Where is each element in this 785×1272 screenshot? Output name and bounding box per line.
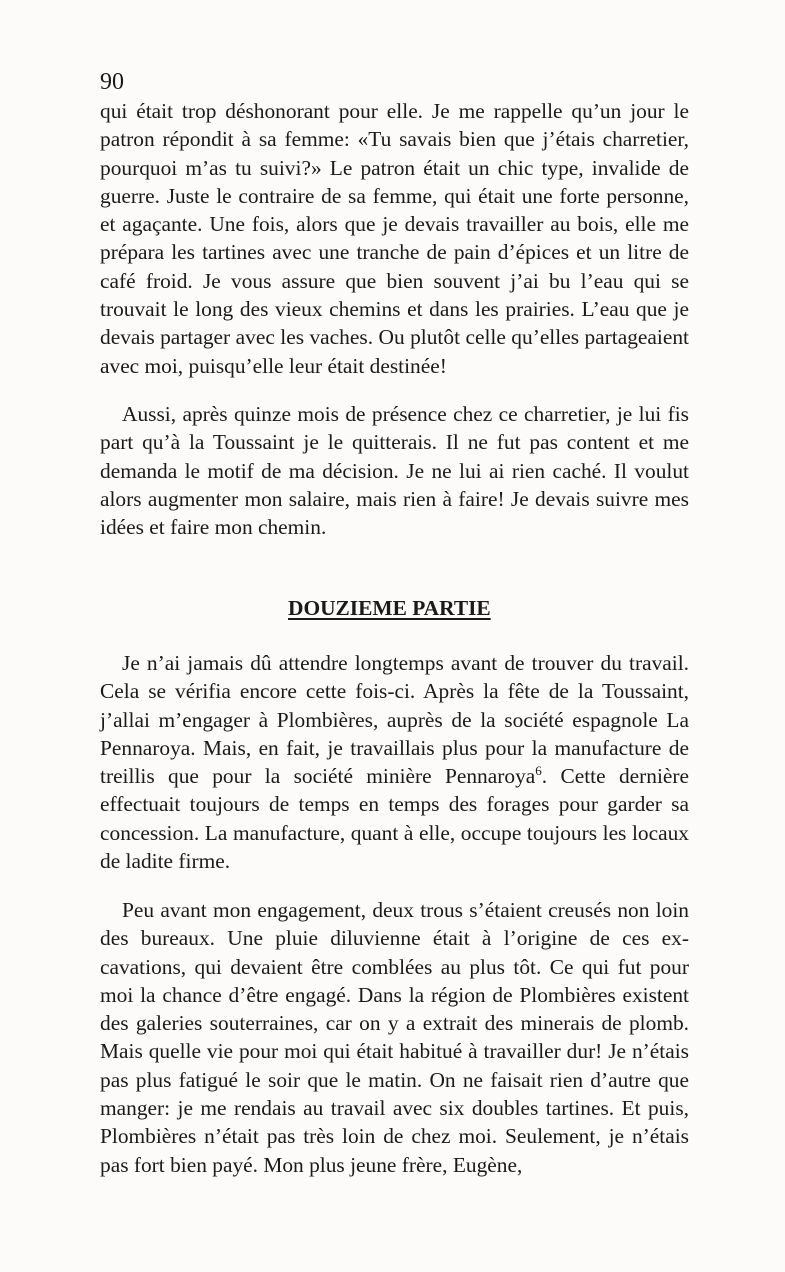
paragraph-text xyxy=(100,649,689,875)
paragraph-text: Peu avant mon engagement, deux trous s’étaient creusés non loin des bureaux. Une pluie diluvienne était à l’origine de ces excavations, qui devaient être comblées au plus tôt. Ce qui fut pour moi la chance d’être engagé. Dans la région de Plombières existent des galeries souterraines, car on y a extrait des minerais de plomb. Mais quelle vie pour moi qui était habitué à travailler dur! Je n’étais pas plus fatigué le soir que le matin. On ne faisait rien d’autre que manger: je me rendais au travail avec six doubles tartines. Et puis, Plombières n’était pas très loin de chez moi. Seulement, je n’étais pas fort bien payé. Mon plus jeune frère, Eugène, xyxy=(100,898,689,1177)
section-heading: DOUZIEME PARTIE xyxy=(288,596,491,620)
footnote-mark: 6 xyxy=(535,763,542,779)
paragraph-engagement xyxy=(100,896,689,1179)
paragraph-plombieres xyxy=(100,649,689,875)
paragraph-text: Aussi, après quinze mois de présence chez ce charretier, je lui fis part qu’à la Toussaint je le quitterais. Il ne fut pas content et me demanda le motif de ma décision. Je ne lui ai rien caché. Il voulut alors augmenter mon salaire, mais rien à faire! Je devais suivre mes idées et faire mon chemin. xyxy=(100,402,689,540)
paragraph-text: qui était trop déshonorant pour elle. Je me rappelle qu’un jour le patron répondit à sa femme: «Tu savais bien que j’étais charretier, pourquoi m’as tu suivi?» Le patron était un chic type, invalide de guerre. Juste le contraire de sa femme, qui était une forte personne, et agaçante. Une fois, alors que je devais travailler au bois, elle me prépara les tartines avec une tranche de pain d’épices et un litre de café froid. Je vous assure que bien souvent j’ai bu l’eau qui se trouvait le long des vieux chemins et dans les prairies. L’eau que je devais partager avec les vaches. Ou plutôt celle qu’elles partageaient avec moi, puisqu’elle leur était destinée! xyxy=(100,99,689,378)
paragraph-toussaint xyxy=(100,400,689,541)
page-number: 90 xyxy=(100,69,124,95)
paragraph-text-after-footnote: . Cette dernière effectuait toujours de temps en temps des forages pour garder sa concession. La manufacture, quant à elle, occupe toujours les locaux de ladite firme. xyxy=(100,764,690,874)
paragraph-text-before-footnote: Je n’ai jamais dû attendre longtemps avant de trouver du travail. Cela se vérifia encore cette fois-ci. Après la fête de la Toussaint, j’allai m’engager à Plombières, auprès de la société espagnole La Pennaroya. Mais, en fait, je travaillais plus pour la manufacture de treillis que pour la société minière Pennaroya xyxy=(100,651,689,789)
paragraph-continuation xyxy=(100,97,689,380)
